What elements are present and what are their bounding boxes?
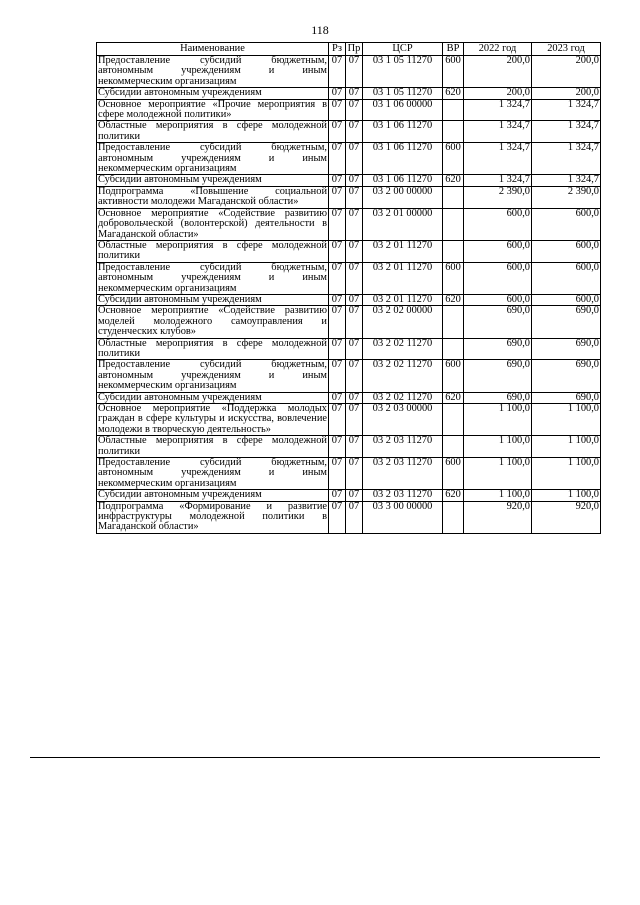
cell-2023: 1 100,0 <box>532 458 601 490</box>
table-row <box>97 338 601 360</box>
cell-rz: 07 <box>329 404 346 436</box>
cell-vr <box>443 436 464 458</box>
table-row <box>97 88 601 99</box>
cell-csr: 03 2 01 11270 <box>363 294 443 305</box>
cell-vr <box>443 404 464 436</box>
table-row <box>97 143 601 175</box>
table-row <box>97 501 601 533</box>
cell-name: Субсидии автономным учреждениям <box>97 88 329 99</box>
cell-rz: 07 <box>329 262 346 294</box>
cell-rz: 07 <box>329 294 346 305</box>
table-body <box>97 56 601 534</box>
cell-csr: 03 3 00 00000 <box>363 501 443 533</box>
cell-pr: 07 <box>346 240 363 262</box>
cell-2022: 1 324,7 <box>464 121 532 143</box>
cell-rz: 07 <box>329 436 346 458</box>
header-rz: Рз <box>329 43 346 56</box>
cell-2022: 200,0 <box>464 56 532 88</box>
table-row <box>97 306 601 338</box>
header-2022: 2022 год <box>464 43 532 56</box>
cell-2023: 1 100,0 <box>532 436 601 458</box>
footer-divider <box>30 757 600 758</box>
cell-name: Субсидии автономным учреждениям <box>97 175 329 186</box>
cell-pr: 07 <box>346 404 363 436</box>
cell-2023: 200,0 <box>532 56 601 88</box>
cell-vr <box>443 240 464 262</box>
cell-pr: 07 <box>346 392 363 403</box>
cell-pr: 07 <box>346 99 363 121</box>
cell-vr <box>443 99 464 121</box>
cell-2022: 600,0 <box>464 262 532 294</box>
cell-pr: 07 <box>346 458 363 490</box>
cell-pr: 07 <box>346 262 363 294</box>
cell-name: Областные мероприятия в сфере молодежной политики <box>98 120 327 142</box>
cell-pr: 07 <box>346 208 363 240</box>
header-pr: Пр <box>346 43 363 56</box>
cell-2023: 690,0 <box>532 306 601 338</box>
cell-2023: 600,0 <box>532 294 601 305</box>
table-row <box>97 490 601 501</box>
table-row <box>97 121 601 143</box>
cell-2022: 920,0 <box>464 501 532 533</box>
table-row <box>97 99 601 121</box>
cell-pr: 07 <box>346 186 363 208</box>
cell-name: Основное мероприятие «Прочие мероприятия в сфере молодежной политики» <box>98 98 327 121</box>
cell-2022: 690,0 <box>464 338 532 360</box>
cell-2023: 690,0 <box>532 338 601 360</box>
cell-csr: 03 2 03 11270 <box>363 436 443 458</box>
cell-name: Основное мероприятие «Содействие развитию моделей молодежного самоуправления и студенческих клубов» <box>98 305 327 338</box>
header-vr: ВР <box>443 43 464 56</box>
cell-name: Основное мероприятие «Содействие развитию добровольческой (волонтерской) деятельности в Магаданской области» <box>98 207 327 240</box>
cell-csr: 03 2 02 11270 <box>363 360 443 392</box>
cell-2023: 690,0 <box>532 360 601 392</box>
cell-2023: 600,0 <box>532 208 601 240</box>
cell-2023: 1 100,0 <box>532 404 601 436</box>
cell-rz: 07 <box>329 121 346 143</box>
cell-rz: 07 <box>329 88 346 99</box>
cell-2022: 690,0 <box>464 392 532 403</box>
cell-name: Областные мероприятия в сфере молодежной политики <box>98 435 327 457</box>
cell-pr: 07 <box>346 294 363 305</box>
cell-rz: 07 <box>329 490 346 501</box>
cell-vr: 620 <box>443 392 464 403</box>
cell-2023: 600,0 <box>532 240 601 262</box>
cell-pr: 07 <box>346 143 363 175</box>
cell-vr: 600 <box>443 143 464 175</box>
cell-2022: 690,0 <box>464 306 532 338</box>
cell-csr: 03 1 06 11270 <box>363 175 443 186</box>
cell-vr: 600 <box>443 458 464 490</box>
cell-csr: 03 2 01 11270 <box>363 262 443 294</box>
cell-vr <box>443 186 464 208</box>
cell-csr: 03 1 05 11270 <box>363 88 443 99</box>
cell-2022: 200,0 <box>464 88 532 99</box>
table-row <box>97 436 601 458</box>
cell-2022: 600,0 <box>464 294 532 305</box>
cell-pr: 07 <box>346 306 363 338</box>
cell-name: Предоставление субсидий бюджетным, автономным учреждениям и иным некоммерческим организациям <box>98 261 327 294</box>
table-row <box>97 175 601 186</box>
header-csr: ЦСР <box>363 43 443 56</box>
header-name: Наименование <box>97 43 329 56</box>
cell-2022: 600,0 <box>464 208 532 240</box>
cell-rz: 07 <box>329 208 346 240</box>
cell-pr: 07 <box>346 338 363 360</box>
cell-2022: 1 100,0 <box>464 490 532 501</box>
cell-vr <box>443 306 464 338</box>
cell-name: Подпрограмма «Повышение социальной активности молодежи Магаданской области» <box>98 185 327 208</box>
cell-rz: 07 <box>329 458 346 490</box>
cell-name: Основное мероприятие «Поддержка молодых граждан в сфере культуры и искусства, вовлечение молодежи в творческую деятельность» <box>98 403 327 435</box>
cell-csr: 03 2 01 00000 <box>363 208 443 240</box>
cell-rz: 07 <box>329 186 346 208</box>
table-row <box>97 56 601 88</box>
cell-pr: 07 <box>346 121 363 143</box>
cell-vr: 600 <box>443 360 464 392</box>
cell-pr: 07 <box>346 490 363 501</box>
cell-name: Предоставление субсидий бюджетным, автономным учреждениям и иным некоммерческим организациям <box>98 457 327 489</box>
table-row <box>97 360 601 392</box>
cell-rz: 07 <box>329 56 346 88</box>
cell-2022: 1 100,0 <box>464 458 532 490</box>
cell-vr: 620 <box>443 294 464 305</box>
cell-name: Субсидии автономным учреждениям <box>97 490 329 501</box>
cell-name: Предоставление субсидий бюджетным, автономным учреждениям и иным некоммерческим организациям <box>98 359 327 392</box>
cell-csr: 03 1 06 11270 <box>363 121 443 143</box>
cell-rz: 07 <box>329 501 346 533</box>
cell-2023: 1 324,7 <box>532 99 601 121</box>
cell-csr: 03 2 02 11270 <box>363 338 443 360</box>
header-2023: 2023 год <box>532 43 601 56</box>
cell-csr: 03 2 02 00000 <box>363 306 443 338</box>
cell-csr: 03 2 01 11270 <box>363 240 443 262</box>
cell-vr: 620 <box>443 490 464 501</box>
cell-pr: 07 <box>346 175 363 186</box>
cell-2023: 1 324,7 <box>532 121 601 143</box>
cell-csr: 03 2 03 11270 <box>363 490 443 501</box>
cell-2023: 920,0 <box>532 501 601 533</box>
cell-rz: 07 <box>329 360 346 392</box>
cell-2022: 2 390,0 <box>464 186 532 208</box>
cell-vr <box>443 501 464 533</box>
cell-2022: 1 100,0 <box>464 436 532 458</box>
cell-name: Субсидии автономным учреждениям <box>97 392 329 403</box>
cell-2022: 600,0 <box>464 240 532 262</box>
table-row <box>97 294 601 305</box>
cell-rz: 07 <box>329 240 346 262</box>
cell-rz: 07 <box>329 306 346 338</box>
cell-2023: 1 324,7 <box>532 143 601 175</box>
table-row <box>97 392 601 403</box>
cell-vr <box>443 338 464 360</box>
page-number: 118 <box>311 23 329 37</box>
cell-name: Субсидии автономным учреждениям <box>97 294 329 305</box>
cell-2022: 690,0 <box>464 360 532 392</box>
table-row <box>97 186 601 208</box>
cell-2023: 600,0 <box>532 262 601 294</box>
budget-table <box>96 42 601 534</box>
cell-pr: 07 <box>346 56 363 88</box>
cell-2023: 690,0 <box>532 392 601 403</box>
cell-vr: 600 <box>443 262 464 294</box>
cell-2023: 200,0 <box>532 88 601 99</box>
cell-2023: 2 390,0 <box>532 186 601 208</box>
cell-2022: 1 324,7 <box>464 99 532 121</box>
cell-name: Подпрограмма «Формирование и развитие инфраструктуры молодежной политики в Магаданской области» <box>98 500 327 533</box>
cell-2023: 1 100,0 <box>532 490 601 501</box>
cell-pr: 07 <box>346 436 363 458</box>
cell-2022: 1 324,7 <box>464 175 532 186</box>
cell-csr: 03 2 00 00000 <box>363 186 443 208</box>
cell-pr: 07 <box>346 360 363 392</box>
cell-csr: 03 1 06 00000 <box>363 99 443 121</box>
cell-vr <box>443 208 464 240</box>
cell-name: Предоставление субсидий бюджетным, автономным учреждениям и иным некоммерческим организациям <box>98 142 327 175</box>
cell-csr: 03 1 05 11270 <box>363 56 443 88</box>
cell-rz: 07 <box>329 99 346 121</box>
cell-csr: 03 1 06 11270 <box>363 143 443 175</box>
cell-csr: 03 2 03 11270 <box>363 458 443 490</box>
cell-vr <box>443 121 464 143</box>
cell-name: Областные мероприятия в сфере молодежной политики <box>98 337 327 359</box>
cell-name: Областные мероприятия в сфере молодежной политики <box>98 239 327 262</box>
table-row <box>97 458 601 490</box>
cell-rz: 07 <box>329 338 346 360</box>
cell-vr: 620 <box>443 175 464 186</box>
cell-vr: 600 <box>443 56 464 88</box>
table-row <box>97 404 601 436</box>
cell-2022: 1 100,0 <box>464 404 532 436</box>
table-header-row <box>97 43 601 56</box>
cell-name: Предоставление субсидий бюджетным, автономным учреждениям и иным некоммерческим организациям <box>98 55 327 87</box>
cell-2023: 1 324,7 <box>532 175 601 186</box>
cell-csr: 03 2 03 00000 <box>363 404 443 436</box>
cell-pr: 07 <box>346 501 363 533</box>
cell-vr: 620 <box>443 88 464 99</box>
table-row <box>97 262 601 294</box>
cell-rz: 07 <box>329 143 346 175</box>
cell-csr: 03 2 02 11270 <box>363 392 443 403</box>
table-row <box>97 240 601 262</box>
cell-rz: 07 <box>329 175 346 186</box>
cell-rz: 07 <box>329 392 346 403</box>
cell-2022: 1 324,7 <box>464 143 532 175</box>
table-row <box>97 208 601 240</box>
cell-pr: 07 <box>346 88 363 99</box>
